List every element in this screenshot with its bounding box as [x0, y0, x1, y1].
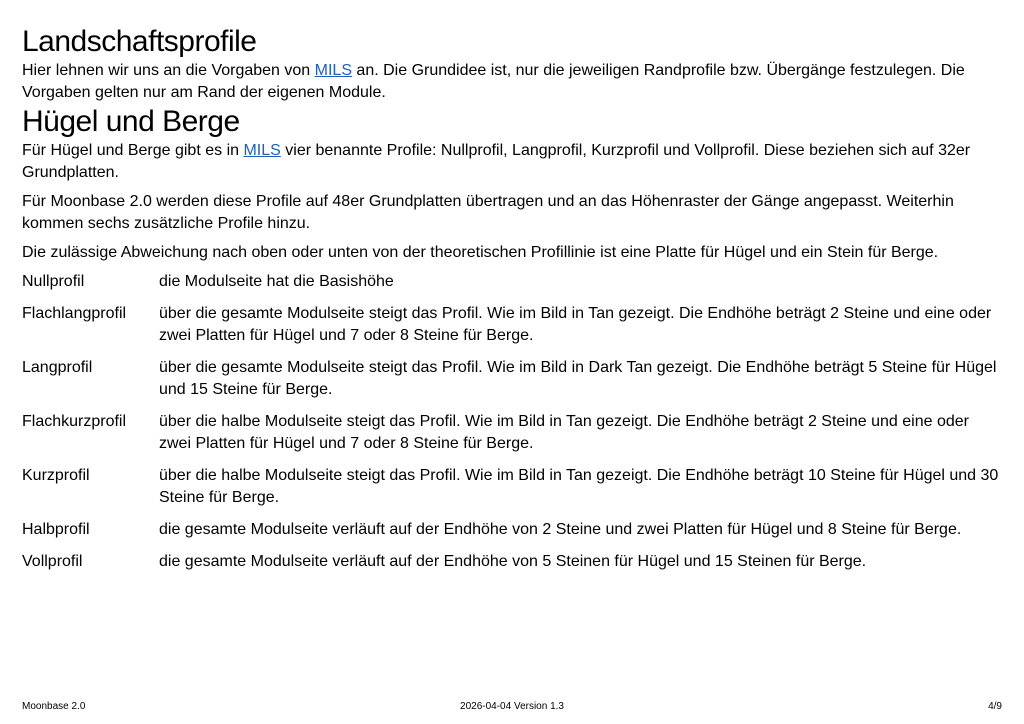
profiles-text-after-link: vier benannte Profile: Nullprofil, Langprofil, Kurzprofil und Vollprofil. Diese beziehen sich auf 32er Grundplatten.	[22, 142, 971, 181]
intro-text-before-link: Hier lehnen wir uns an die Vorgaben von	[22, 62, 315, 79]
definition-term: Langprofil	[22, 359, 93, 376]
definition-term: Flachkurzprofil	[22, 413, 127, 430]
definition-row-flachkurzprofil	[22, 411, 1002, 455]
definition-term: Kurzprofil	[22, 467, 90, 484]
footer-document-name: Moonbase 2.0	[22, 701, 86, 712]
profile-definition-list	[22, 271, 1002, 573]
definition-description: die Modulseite hat die Basishöhe	[159, 273, 394, 290]
footer-page-number: 4/9	[988, 701, 1002, 712]
definition-row-flachlangprofil	[22, 303, 1002, 347]
definition-row-vollprofil	[22, 551, 1002, 573]
definition-term: Vollprofil	[22, 553, 83, 570]
mils-link-2[interactable]: MILS	[243, 142, 281, 159]
definition-description: die gesamte Modulseite verläuft auf der Endhöhe von 5 Steinen für Hügel und 15 Steinen für Berge.	[159, 553, 867, 570]
definition-description: die gesamte Modulseite verläuft auf der Endhöhe von 2 Steine und zwei Platten für Hügel und 8 Steine für Berge.	[159, 521, 962, 538]
deviation-paragraph: Die zulässige Abweichung nach oben oder unten von der theoretischen Profillinie ist eine Platte für Hügel und ein Stein für Berge.	[22, 244, 939, 261]
definition-row-langprofil	[22, 357, 1002, 401]
definition-description: über die halbe Modulseite steigt das Profil. Wie im Bild in Tan gezeigt. Die Endhöhe beträgt 2 Steine und eine oder zwei Platten für Hügel und 7 oder 8 Steine für Berge.	[159, 413, 969, 452]
definition-term: Halbprofil	[22, 521, 90, 538]
definition-row-halbprofil	[22, 519, 1002, 541]
heading-huegel-und-berge: Hügel und Berge	[22, 105, 240, 138]
mils-link[interactable]: MILS	[314, 62, 352, 79]
definition-row-nullprofil	[22, 271, 1002, 293]
moonbase-paragraph: Für Moonbase 2.0 werden diese Profile auf 48er Grundplatten übertragen und an das Höhenraster der Gänge angepasst. Weiterhin kommen sechs zusätzliche Profile hinzu.	[22, 193, 954, 232]
definition-row-kurzprofil	[22, 465, 1002, 509]
profiles-text-before-link: Für Hügel und Berge gibt es in	[22, 142, 244, 159]
page-content	[22, 24, 1002, 583]
footer-date-version: 2026-04-04 Version 1.3	[460, 701, 564, 712]
profiles-paragraph	[22, 140, 1002, 184]
definition-term: Flachlangprofil	[22, 305, 127, 322]
intro-text-after-link: an. Die Grundidee ist, nur die jeweiligen Randprofile bzw. Übergänge festzulegen. Die Vorgaben gelten nur am Rand der eigenen Module.	[22, 62, 965, 101]
heading-landschaftsprofile: Landschaftsprofile	[22, 25, 257, 58]
definition-description: über die gesamte Modulseite steigt das Profil. Wie im Bild in Tan gezeigt. Die Endhöhe beträgt 2 Steine und eine oder zwei Platten für Hügel und 7 oder 8 Steine für Berge.	[159, 305, 992, 344]
page-footer	[22, 700, 1002, 714]
intro-paragraph	[22, 60, 1002, 104]
definition-description: über die gesamte Modulseite steigt das Profil. Wie im Bild in Dark Tan gezeigt. Die Endhöhe beträgt 5 Steine für Hügel und 15 Steine für Berge.	[159, 359, 997, 398]
definition-description: über die halbe Modulseite steigt das Profil. Wie im Bild in Tan gezeigt. Die Endhöhe beträgt 10 Steine für Hügel und 30 Steine für Berge.	[159, 467, 999, 506]
definition-term: Nullprofil	[22, 273, 85, 290]
